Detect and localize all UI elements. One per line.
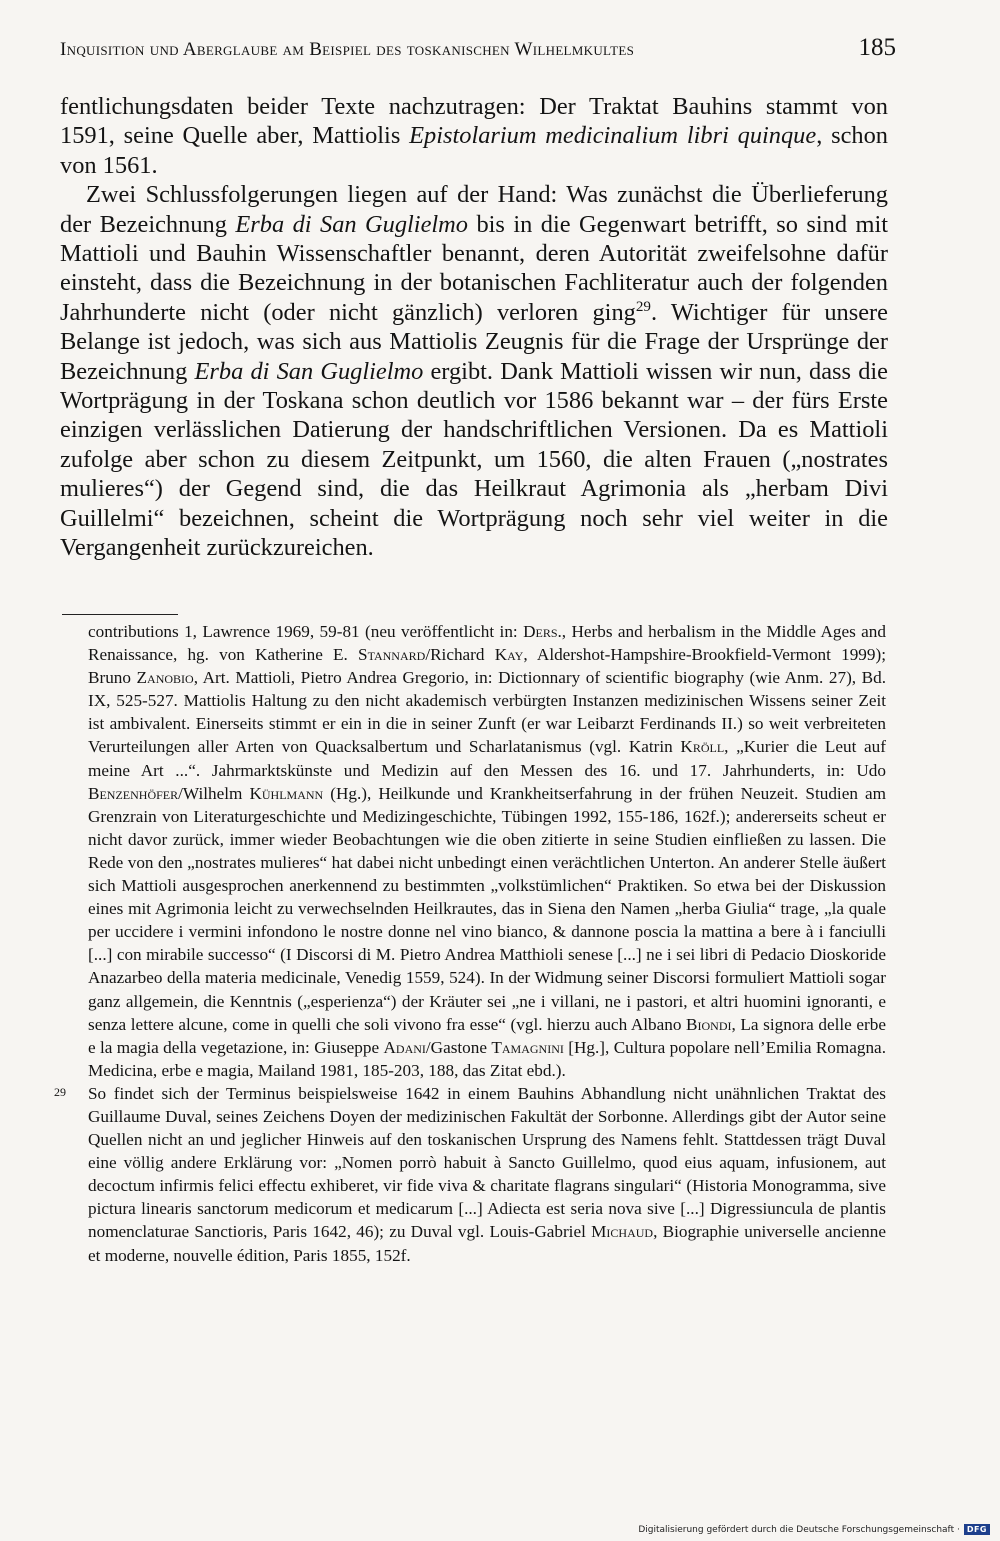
text-run: , Aldershot-Hampshire-Brookfield-Vermont 1999); Bruno [88, 645, 886, 688]
digitization-credit [638, 1524, 990, 1535]
text-run: Zwei Schlussfolgerungen liegen auf der Hand: Was zunächst die Überlieferung der Bezeichnung [60, 181, 888, 238]
text-run: , schon von 1561. [60, 122, 889, 179]
author-name: Benzenhöfer [88, 783, 179, 803]
credit-text: Digitalisierung gefördert durch die Deutsche Forschungsgemeinschaft · [638, 1524, 960, 1535]
text-run: , Biographie universelle ancienne et moderne, nouvelle édition, Paris 1855, 152f. [88, 1222, 886, 1265]
text-run: /Gastone [425, 1037, 492, 1057]
text-run: [Hg.], Cultura popolare nell’Emilia Romagna. Medicina, erbe e magia, Mailand 1981, 185-203, 188, das Zitat ebd.). [88, 1037, 886, 1080]
text-run: contributions 1, Lawrence 1969, 59-81 (neu veröffentlicht in: [88, 622, 524, 641]
author-name: Ders. [523, 622, 562, 641]
author-name: Adani [383, 1037, 426, 1057]
text-run: , Herbs and herbalism in the Middle Ages and Renaissance, hg. von Katherine E. [88, 622, 886, 665]
footnote-28-continued [88, 620, 886, 1082]
text-run: (Hg.), Heilkunde und Krankheitserfahrung in der frühen Neuzeit. Studien am Grenzrain von Literaturgeschichte und Medizingeschichte, Tübingen 1992, 155-186, 162f.); andererseits scheut er nicht davor zurück, immer wieder Beobachtungen wie die oben zitierte in seine Studien einfließen zu lassen. Die Rede von den „nostrates mulieres“ hat dabei nicht unbedingt einen verächtlichen Unterton. An anderer Stelle äußert sich Mattioli ausgesprochen anerkennend zu bestimmten „volkstümlichen“ Praktiken. So etwa bei der Diskussion eines mit Agrimonia leicht zu verwechselnden Heilkrautes, das in Siena den Namen „herba Giulia“ trage, „la quale per uccidere i vermini infondono le nostre donne nel vino bianco, & dannone poscia la mattina a bere à i fanciulli [...] con mirabile successo“ (I Discorsi di M. Pietro Andrea Matthioli senese [...] ne i sei libri di Pedacio Dioskoride Anazarbeo della materia medicinale, Venedig 1559, 524). In der Widmung seiner Discorsi formuliert Mattioli sogar ganz allgemein, die Kenntnis („esperienza“) der Kräuter sei „ne i villani, ne i pastori, et altri huomini ignoranti, e senza lettere alcune, come in quelli che soli vivono fra esse“ (vgl. hierzu auch Albano [88, 783, 886, 1034]
running-head: Inquisition und Aberglaube am Beispiel des toskanischen Wilhelmkultes [60, 39, 635, 60]
author-name: Kühlmann [249, 783, 324, 803]
footnote-separator [62, 614, 178, 615]
footnote-number: 29 [54, 1084, 66, 1099]
page-number: 185 [858, 34, 896, 61]
footnotes [54, 620, 887, 1267]
italic-title: Epistolarium medicinalium libri quinque [409, 122, 817, 150]
text-run: ergibt. Dank Mattioli wissen wir nun, dass die Wortprägung in der Toskana schon deutlich vor 1586 bekannt war – der fürs Erste einzigen verlässlichen Datierung der handschriftlichen Versionen. Da es Mattioli zufolge aber schon zu diesem Zeitpunkt, um 1560, die alten Frauen („nostrates mulieres“) der Gegend sind, die das Heilkraut Agrimonia als „herbam Divi Guillelmi“ bezeichnen, scheint die Wortprägung noch sehr viel weiter in die Vergangenheit zurückzureichen. [60, 357, 888, 562]
paragraph-2 [60, 180, 888, 562]
author-name: Stannard [358, 645, 426, 665]
text-run: bis in die Gegenwart betrifft, so sind mit Mattioli und Bauhin Wissenschaftler benannt, deren Autorität zweifelsohne dafür einsteht, dass die Bezeichnung in der botanischen Fachliteratur auch der folgenden Jahrhunderte nicht (oder nicht gänzlich) verloren ging [60, 210, 888, 326]
text-run: , Art. Mattioli, Pietro Andrea Gregorio, in: Dictionnary of scientific biography (wie Anm. 27), Bd. IX, 525-527. Mattiolis Haltung zu den nicht akademisch verbürgten Instanzen medizinischen Wissens seiner Zeit ist ambivalent. Einerseits stimmt er ein in die in seiner Zunft (er war Leibarzt Ferdinands II.) so weit verbreiteten Verurteilungen aller Arten von Quacksalbertum und Scharlatanismus (vgl. Katrin [88, 668, 887, 757]
text-run: /Wilhelm [178, 783, 250, 803]
author-name: Michaud [591, 1222, 654, 1242]
text-run: So findet sich der Terminus beispielsweise 1642 in einem Bauhins Abhandlung nicht unähnlichen Traktat des Guillaume Duval, seines Zeichens Doyen der medizinischen Fakultät der Sorbonne. Allerdings gibt der Autor seine Quellen nicht an und jeglicher Hinweis auf den toskanischen Ursprung des Namens fehlt. Stattdessen trägt Duval eine völlig andere Erklärung vor: „Nomen porrò habuit à Sancto Guillelmo, quod eius aquam, infusionem, aut decoctum infirmis felici effectu exhiberet, vir fide viva & charitate flagrans singulari“ (Historia Monogramma, sive pictura linearis sanctorum medicorum et medicarum [...] Adiecta est seria nova sive [...] Digressiuncula de plantis nomenclaturae Sanctioris, Paris 1642, 46); zu Duval vgl. Louis-Gabriel [88, 1083, 886, 1242]
main-text [60, 92, 888, 563]
text-run: fentlichungsdaten beider Texte nachzutragen: Der Traktat Bauhins stammt von 1591, seine Quelle aber, Mattiolis [60, 93, 888, 150]
dfg-logo: DFG [964, 1524, 990, 1535]
text-run: , La signora delle erbe e la magia della vegetazione, in: Giuseppe [88, 1014, 886, 1057]
author-name: Kröll [680, 737, 725, 757]
text-run: /Richard [425, 645, 495, 665]
footnote-reference[interactable]: 29 [635, 298, 651, 315]
italic-term: Erba di San Guglielmo [194, 357, 424, 385]
text-run: . Wichtiger für unsere Belange ist jedoch, was sich aus Mattiolis Zeugnis für die Frage der Ursprünge der Bezeichnung [60, 298, 888, 385]
author-name: Biondi [686, 1014, 732, 1034]
author-name: Kay [494, 645, 524, 665]
author-name: Tamagnini [491, 1037, 564, 1057]
italic-term: Erba di San Guglielmo [235, 210, 468, 238]
paragraph-1 [60, 92, 888, 180]
page-header [60, 34, 896, 74]
author-name: Zanobio [136, 668, 194, 688]
text-run: , „Kurier die Leut auf meine Art ...“. Jahrmarktskünste und Medizin auf den Messen des 16. und 17. Jahrhunderts, in: Udo [88, 737, 886, 780]
footnote-29 [54, 1082, 886, 1267]
